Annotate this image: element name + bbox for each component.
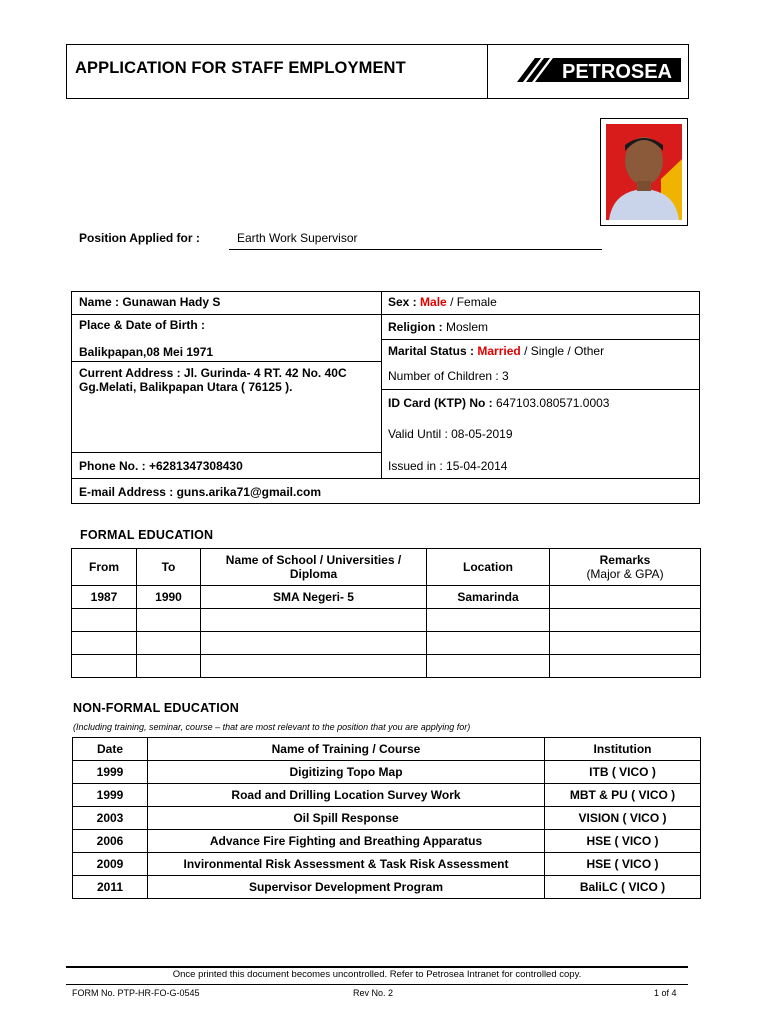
cell-training: Oil Spill Response	[148, 807, 545, 830]
address-line-2: Gg.Melati, Balikpapan Utara ( 76125 ).	[79, 380, 293, 394]
table-divider	[72, 452, 381, 453]
col-header-to: To	[137, 549, 201, 586]
cell-from: 1987	[72, 586, 137, 609]
cell-training: Supervisor Development Program	[148, 876, 545, 899]
cell-remarks	[550, 655, 701, 678]
cell-to	[137, 609, 201, 632]
table-divider	[72, 361, 381, 362]
cell-date: 1999	[73, 761, 148, 784]
remarks-subtitle: (Major & GPA)	[586, 567, 664, 581]
cell-institution: HSE ( VICO )	[545, 830, 701, 853]
petrosea-logo	[515, 54, 685, 93]
table-row	[73, 876, 701, 899]
cell-remarks	[550, 632, 701, 655]
person-photo-icon	[601, 119, 687, 225]
cell-institution: BaliLC ( VICO )	[545, 876, 701, 899]
cell-from	[72, 609, 137, 632]
col-header-from: From	[72, 549, 137, 586]
col-header-training: Name of Training / Course	[148, 738, 545, 761]
religion-field	[388, 320, 488, 334]
address-line-1: Current Address : Jl. Gurinda- 4 RT. 42 No. 40C	[79, 366, 347, 380]
footer-revision: Rev No. 2	[353, 988, 394, 998]
idcard-value: 647103.080571.0003	[496, 396, 610, 410]
logo-text: PETROSEA	[561, 61, 673, 83]
table-row	[73, 830, 701, 853]
cell-school	[201, 655, 427, 678]
cell-location	[427, 655, 550, 678]
table-divider	[381, 339, 700, 340]
table-row	[72, 586, 701, 609]
cell-institution: MBT & PU ( VICO )	[545, 784, 701, 807]
table-row	[73, 853, 701, 876]
phone-field: Phone No. : +6281347308430	[79, 459, 243, 473]
marital-selected: Married	[477, 344, 521, 358]
position-value: Earth Work Supervisor	[237, 231, 358, 245]
cell-remarks	[550, 586, 701, 609]
table-divider	[381, 314, 700, 315]
nonformal-education-title: NON-FORMAL EDUCATION	[73, 701, 240, 715]
col-header-institution: Institution	[545, 738, 701, 761]
footer-rule-top	[66, 966, 688, 968]
sex-other: / Female	[450, 295, 497, 309]
form-title: APPLICATION FOR STAFF EMPLOYMENT	[75, 59, 406, 77]
cell-to	[137, 632, 201, 655]
idcard-field	[388, 396, 609, 410]
cell-school: SMA Negeri- 5	[201, 586, 427, 609]
table-divider	[72, 314, 381, 315]
cell-to	[137, 655, 201, 678]
table-divider	[381, 389, 700, 390]
idcard-label: ID Card (KTP) No :	[388, 396, 493, 410]
nonformal-education-note: (Including training, seminar, course – that are most relevant to the position that you are applying for)	[73, 722, 471, 732]
cell-from	[72, 632, 137, 655]
applicant-photo	[600, 118, 688, 226]
table-divider	[381, 292, 382, 478]
cell-date: 2009	[73, 853, 148, 876]
email-field: E-mail Address : guns.arika71@gmail.com	[79, 485, 322, 499]
cell-location	[427, 609, 550, 632]
cell-location: Samarinda	[427, 586, 550, 609]
cell-remarks	[550, 609, 701, 632]
cell-institution: HSE ( VICO )	[545, 853, 701, 876]
footer-note: Once printed this document becomes uncontrolled. Refer to Petrosea Intranet for controlled copy.	[172, 969, 582, 980]
cell-school	[201, 632, 427, 655]
table-row	[73, 784, 701, 807]
table-row	[73, 807, 701, 830]
cell-date: 2003	[73, 807, 148, 830]
table-row	[72, 609, 701, 632]
cell-from	[72, 655, 137, 678]
cell-training: Invironmental Risk Assessment & Task Risk Assessment	[148, 853, 545, 876]
table-row	[73, 761, 701, 784]
col-header-date: Date	[73, 738, 148, 761]
cell-date: 2006	[73, 830, 148, 853]
marital-other: / Single / Other	[524, 344, 605, 358]
cell-institution: VISION ( VICO )	[545, 807, 701, 830]
religion-value: Moslem	[446, 320, 489, 334]
footer-form-number: FORM No. PTP-HR-FO-G-0545	[72, 988, 200, 998]
form-header	[66, 44, 689, 99]
table-header-row	[72, 549, 701, 586]
children-field: Number of Children : 3	[388, 369, 509, 383]
cell-school	[201, 609, 427, 632]
birth-label: Place & Date of Birth :	[79, 318, 206, 332]
table-divider	[72, 478, 700, 479]
table-row	[72, 655, 701, 678]
col-header-remarks	[550, 549, 701, 586]
cell-institution: ITB ( VICO )	[545, 761, 701, 784]
issued-in-field: Issued in : 15-04-2014	[388, 459, 508, 473]
cell-location	[427, 632, 550, 655]
name-field: Name : Gunawan Hady S	[79, 295, 221, 309]
religion-label: Religion :	[388, 320, 443, 334]
marital-label: Marital Status :	[388, 344, 475, 358]
table-row	[72, 632, 701, 655]
formal-education-title: FORMAL EDUCATION	[80, 528, 214, 542]
col-header-school: Name of School / Universities / Diploma	[201, 549, 427, 586]
header-divider	[487, 45, 488, 98]
cell-date: 1999	[73, 784, 148, 807]
sex-selected: Male	[420, 295, 447, 309]
formal-education-table	[71, 548, 701, 678]
cell-to: 1990	[137, 586, 201, 609]
footer-page-number: 1 of 4	[654, 988, 677, 998]
birth-value: Balikpapan,08 Mei 1971	[79, 345, 214, 359]
petrosea-logo-icon	[515, 54, 685, 88]
position-underline	[229, 249, 602, 250]
footer-rule-bottom	[66, 984, 688, 985]
cell-training: Advance Fire Fighting and Breathing Apparatus	[148, 830, 545, 853]
personal-info-table	[71, 291, 700, 504]
sex-label: Sex :	[388, 295, 417, 309]
marital-field	[388, 344, 604, 358]
table-header-row	[73, 738, 701, 761]
cell-date: 2011	[73, 876, 148, 899]
remarks-title: Remarks	[599, 553, 651, 567]
position-label: Position Applied for :	[79, 231, 200, 245]
col-header-location: Location	[427, 549, 550, 586]
cell-training: Digitizing Topo Map	[148, 761, 545, 784]
nonformal-education-table	[72, 737, 701, 899]
valid-until-field: Valid Until : 08-05-2019	[388, 427, 513, 441]
cell-training: Road and Drilling Location Survey Work	[148, 784, 545, 807]
sex-field	[388, 295, 497, 309]
